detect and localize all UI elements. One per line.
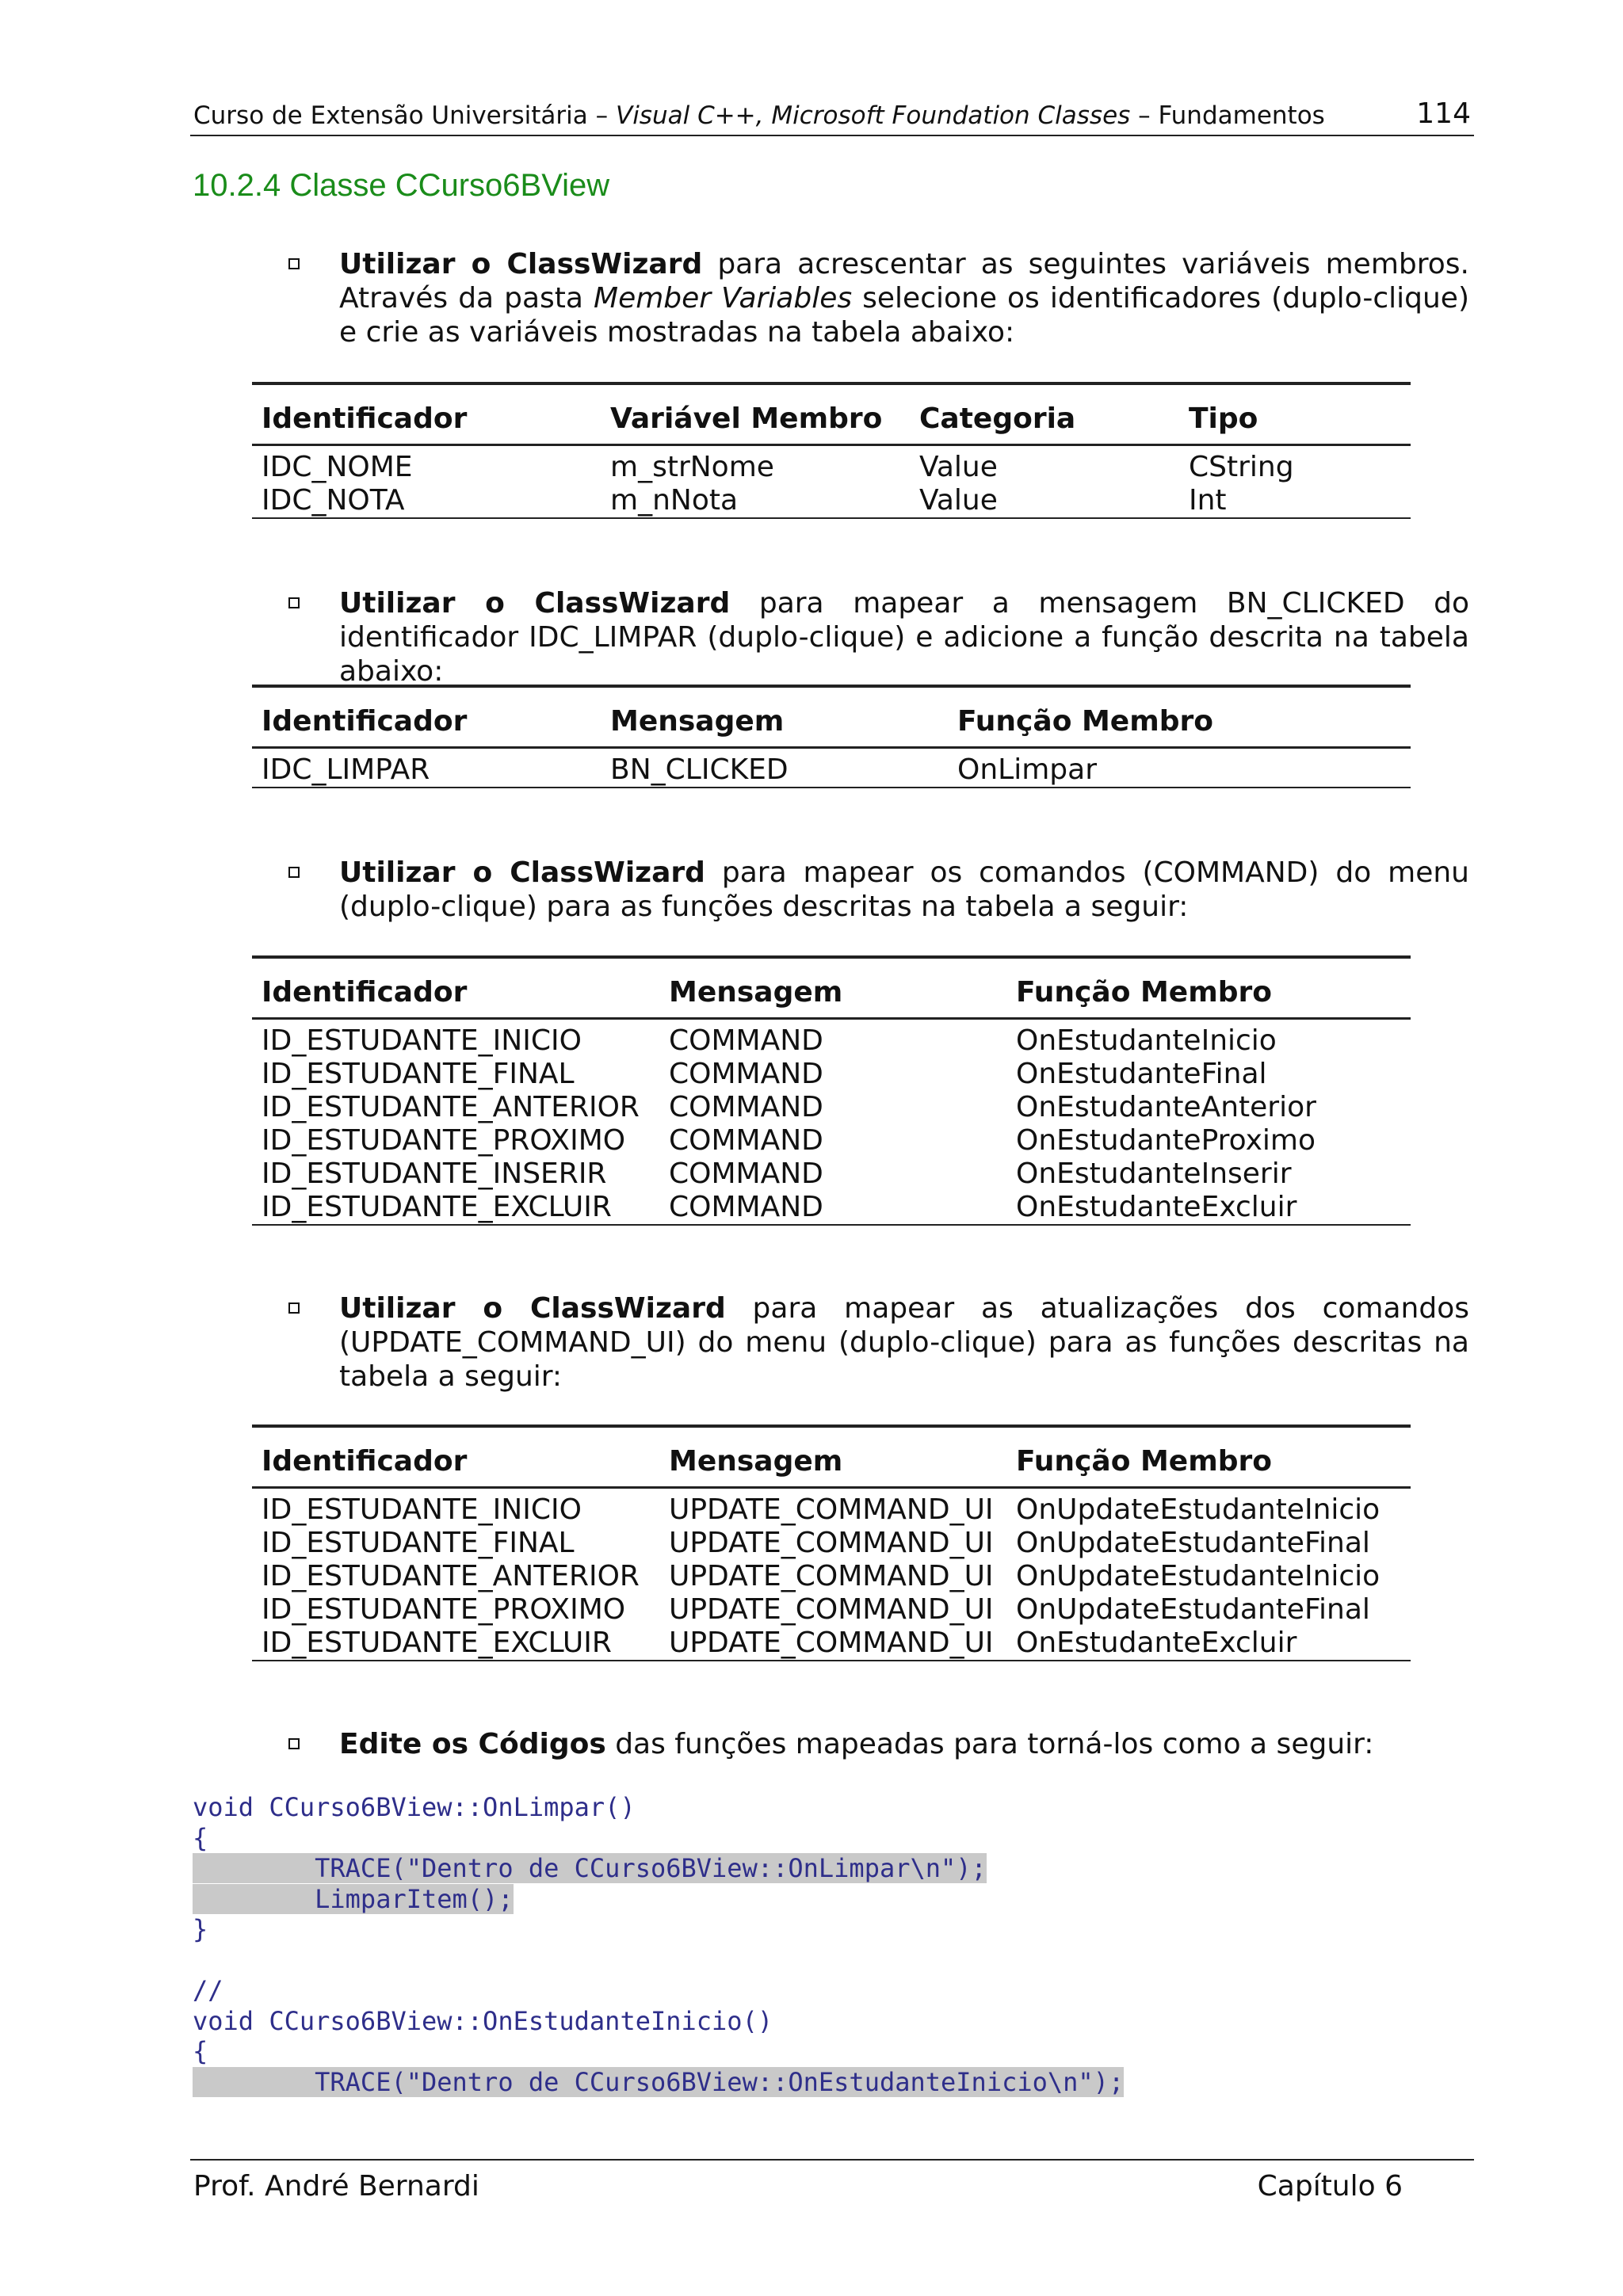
- table-row: [252, 1058, 1411, 1091]
- code-text: //: [193, 1975, 223, 2005]
- table-cell: Int: [1179, 484, 1411, 518]
- checkbox-bullet-icon: [288, 1302, 300, 1314]
- bullet-2: [288, 586, 1469, 688]
- table-cell: ID_ESTUDANTE_PROXIMO: [262, 1593, 626, 1626]
- table-row: [252, 1124, 1411, 1158]
- table-row: [252, 1019, 1411, 1058]
- section-title: 10.2.4 Classe CCurso6BView: [193, 168, 610, 203]
- table-bn-clicked: [252, 685, 1411, 788]
- col-header: Mensagem: [659, 1426, 1006, 1488]
- table-cell: COMMAND: [669, 1024, 823, 1057]
- bullet-3-text: para mapear os comandos (COMMAND) do menu (duplo-clique) para as funções descritas na tabela a seguir:: [339, 856, 1469, 923]
- col-header: Função Membro: [1006, 1426, 1411, 1488]
- code-line: [193, 1945, 1461, 1976]
- bullet-1-italic: Member Variables: [594, 282, 853, 315]
- code-line: [193, 2067, 1461, 2098]
- code-line: [193, 2036, 1461, 2067]
- table-row: [252, 445, 1411, 485]
- page-footer: [190, 2159, 1474, 2203]
- table-cell: OnEstudanteInicio: [1016, 1024, 1277, 1057]
- table-cell: ID_ESTUDANTE_EXCLUIR: [252, 1191, 659, 1225]
- footer-chapter: Capítulo 6: [1257, 2170, 1403, 2203]
- table-cell: m_strNome: [610, 451, 774, 483]
- table-cell: ID_ESTUDANTE_INSERIR: [262, 1158, 607, 1190]
- col-header: Função Membro: [1006, 957, 1411, 1019]
- bullet-4: [288, 1291, 1469, 1394]
- code-text: {: [193, 1822, 208, 1853]
- table-cell: ID_ESTUDANTE_INICIO: [262, 1024, 582, 1057]
- col-header: Identificador: [252, 383, 601, 445]
- table-cell: OnEstudanteExcluir: [1006, 1627, 1411, 1661]
- table-cell: OnEstudanteAnterior: [1016, 1091, 1316, 1123]
- col-header: Tipo: [1179, 383, 1411, 445]
- table-cell: Value: [910, 484, 1179, 518]
- table-cell: ID_ESTUDANTE_FINAL: [262, 1527, 575, 1559]
- table-cell: OnUpdateEstudanteInicio: [1016, 1560, 1381, 1592]
- code-line: [193, 2006, 1461, 2037]
- table-cell: Value: [919, 451, 998, 483]
- table-cell: ID_ESTUDANTE_PROXIMO: [262, 1124, 626, 1157]
- table-cell: OnEstudanteFinal: [1016, 1058, 1267, 1090]
- code-text-highlighted: TRACE("Dentro de CCurso6BView::OnLimpar\n");: [193, 1853, 987, 1883]
- table-cell: ID_ESTUDANTE_EXCLUIR: [252, 1627, 659, 1661]
- code-line: [193, 1884, 1461, 1915]
- course-title-italic: Visual C++, Microsoft Foundation Classes: [615, 101, 1131, 130]
- code-text: }: [193, 1914, 208, 1944]
- table-cell: IDC_NOME: [262, 451, 413, 483]
- bullet-5-bold: Edite os Códigos: [339, 1728, 606, 1760]
- table-member-variables: [252, 382, 1411, 519]
- bullet-4-bold: Utilizar o ClassWizard: [339, 1292, 726, 1325]
- code-line: [193, 1792, 1461, 1823]
- col-header: Mensagem: [659, 957, 1006, 1019]
- course-title-suffix: – Fundamentos: [1130, 101, 1325, 130]
- checkbox-bullet-icon: [288, 1738, 300, 1749]
- checkbox-bullet-icon: [288, 258, 300, 269]
- bullet-5: [288, 1727, 1469, 1761]
- table-cell: UPDATE_COMMAND_UI: [669, 1527, 994, 1559]
- table-row: [252, 1091, 1411, 1124]
- code-line: [193, 1975, 1461, 2006]
- bullet-1: [288, 247, 1469, 349]
- col-header: Função Membro: [948, 686, 1411, 748]
- col-header: Mensagem: [601, 686, 948, 748]
- bullet-3: [288, 856, 1469, 924]
- table-cell: UPDATE_COMMAND_UI: [669, 1560, 994, 1592]
- table-row: [252, 1527, 1411, 1560]
- table-cell: OnEstudanteProximo: [1016, 1124, 1316, 1157]
- code-block: [193, 1792, 1461, 2097]
- bullet-5-text: das funções mapeadas para torná-los como a seguir:: [605, 1728, 1374, 1760]
- course-title-prefix: Curso de Extensão Universitária –: [193, 101, 616, 130]
- col-header: Identificador: [252, 686, 601, 748]
- table-row: [252, 1627, 1411, 1661]
- table-cell: ID_ESTUDANTE_FINAL: [262, 1058, 575, 1090]
- table-command: [252, 955, 1411, 1226]
- bullet-1-text-a: para acrescentar as seguintes variáveis membros. Através da pasta: [339, 248, 1469, 315]
- table-cell: IDC_NOTA: [252, 484, 601, 518]
- page-number: 114: [1416, 97, 1471, 130]
- table-cell: UPDATE_COMMAND_UI: [659, 1627, 1006, 1661]
- col-header: Variável Membro: [601, 383, 910, 445]
- col-header: Identificador: [252, 1426, 659, 1488]
- table-row: [252, 1488, 1411, 1527]
- table-row: [252, 1191, 1411, 1225]
- code-text: {: [193, 2036, 208, 2066]
- table-cell: UPDATE_COMMAND_UI: [669, 1493, 994, 1526]
- table-row: [252, 484, 1411, 518]
- table-header-row: [252, 1426, 1411, 1488]
- table-cell: COMMAND: [669, 1158, 823, 1190]
- table-cell: COMMAND: [659, 1191, 1006, 1225]
- table-cell: COMMAND: [669, 1058, 823, 1090]
- table-row: [252, 1560, 1411, 1593]
- table-cell: CString: [1189, 451, 1294, 483]
- bullet-1-bold: Utilizar o ClassWizard: [339, 248, 703, 280]
- table-cell: OnEstudanteInserir: [1016, 1158, 1292, 1190]
- bullet-2-bold: Utilizar o ClassWizard: [339, 587, 731, 620]
- table-header-row: [252, 957, 1411, 1019]
- code-text-highlighted: LimparItem();: [193, 1883, 514, 1914]
- table-cell: OnEstudanteExcluir: [1006, 1191, 1411, 1225]
- code-text: void CCurso6BView::OnEstudanteInicio(): [193, 2005, 773, 2036]
- table-cell: UPDATE_COMMAND_UI: [669, 1593, 994, 1626]
- table-row: [252, 748, 1411, 788]
- code-text-highlighted: TRACE("Dentro de CCurso6BView::OnEstudanteInicio\n");: [193, 2066, 1125, 2097]
- table-row: [252, 1158, 1411, 1191]
- table-cell: OnUpdateEstudanteFinal: [1016, 1527, 1370, 1559]
- table-cell: BN_CLICKED: [601, 748, 948, 788]
- table-cell: ID_ESTUDANTE_ANTERIOR: [262, 1560, 640, 1592]
- table-cell: OnLimpar: [948, 748, 1411, 788]
- page-header: [190, 97, 1474, 136]
- course-title: [193, 101, 1325, 130]
- table-update-command-ui: [252, 1425, 1411, 1661]
- table-cell: ID_ESTUDANTE_INICIO: [262, 1493, 582, 1526]
- code-line: [193, 1823, 1461, 1854]
- table-cell: IDC_LIMPAR: [252, 748, 601, 788]
- bullet-3-bold: Utilizar o ClassWizard: [339, 856, 705, 889]
- code-text: void CCurso6BView::OnLimpar(): [193, 1792, 636, 1822]
- code-line: [193, 1853, 1461, 1884]
- table-cell: COMMAND: [669, 1124, 823, 1157]
- footer-author: Prof. André Bernardi: [193, 2170, 479, 2203]
- bullet-1-text-b: selecione os identificadores (duplo-clique) e crie as variáveis mostradas na tabela abaixo:: [339, 282, 1470, 349]
- table-cell: OnUpdateEstudanteInicio: [1016, 1493, 1381, 1526]
- checkbox-bullet-icon: [288, 597, 300, 608]
- table-header-row: [252, 383, 1411, 445]
- table-cell: m_nNota: [601, 484, 910, 518]
- table-cell: OnUpdateEstudanteFinal: [1016, 1593, 1370, 1626]
- col-header: Categoria: [910, 383, 1179, 445]
- col-header: Identificador: [252, 957, 659, 1019]
- bullet-4-text: para mapear as atualizações dos comandos (UPDATE_COMMAND_UI) do menu (duplo-clique) para as funções descritas na tabela a seguir:: [339, 1292, 1469, 1393]
- checkbox-bullet-icon: [288, 867, 300, 878]
- table-cell: COMMAND: [669, 1091, 823, 1123]
- bullet-2-text: para mapear a mensagem BN_CLICKED do identificador IDC_LIMPAR (duplo-clique) e adicione a função descrita na tabela abaixo:: [339, 587, 1469, 688]
- code-line: [193, 1914, 1461, 1945]
- table-row: [252, 1593, 1411, 1627]
- table-header-row: [252, 686, 1411, 748]
- table-cell: ID_ESTUDANTE_ANTERIOR: [262, 1091, 640, 1123]
